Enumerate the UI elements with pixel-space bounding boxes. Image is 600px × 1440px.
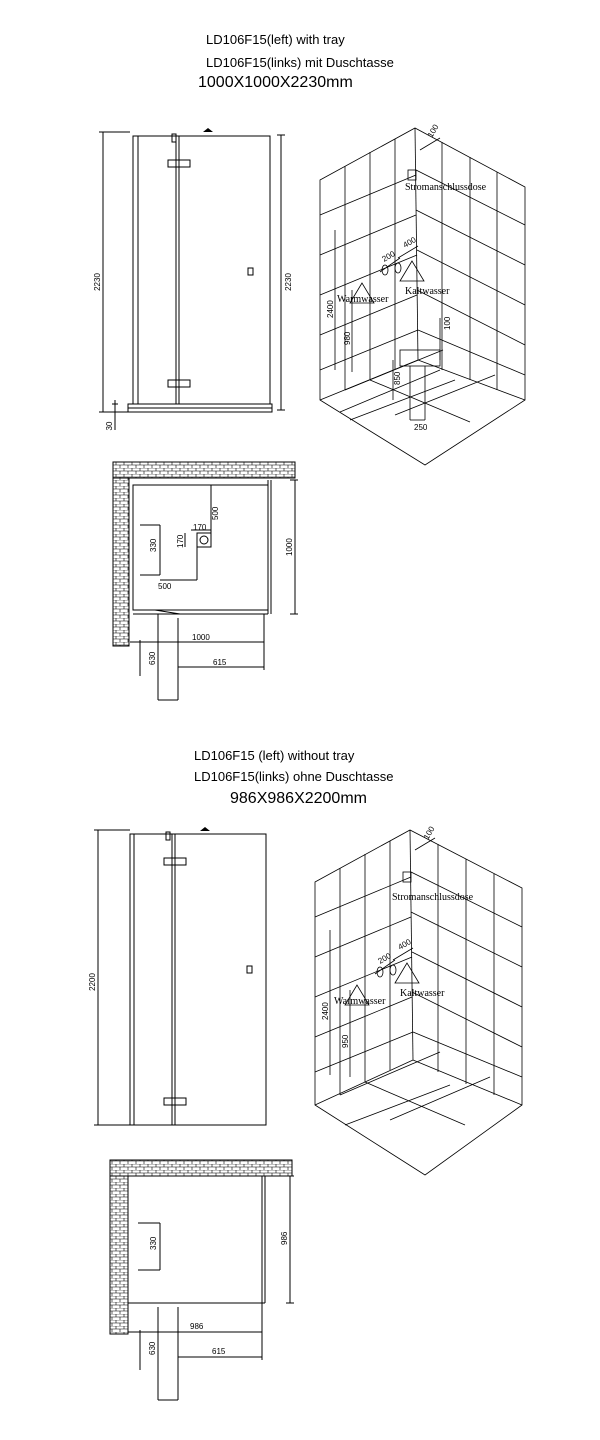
title-german: LD106F15(links) ohne Duschtasse [194, 769, 394, 784]
dim-980: 980 [343, 331, 352, 345]
dim-200: 200 [380, 249, 397, 264]
dim-1000-horizontal: 1000 [192, 633, 210, 642]
title-dimensions: 986X986X2200mm [230, 790, 367, 807]
label-power-socket: Stromanschlussdose [405, 182, 487, 193]
dim-330: 330 [149, 1236, 158, 1250]
title-english: LD106F15 (left) without tray [194, 748, 355, 763]
dim-615: 615 [213, 658, 227, 667]
dim-1000-vertical: 1000 [285, 538, 294, 556]
dim-615: 615 [212, 1347, 226, 1356]
title-german: LD106F15(links) mit Duschtasse [206, 55, 394, 70]
title-dimensions: 1000X1000X2230mm [198, 74, 353, 91]
plan-view-drawing [0, 720, 600, 1440]
dim-400: 400 [396, 937, 413, 952]
dim-500-vertical: 500 [211, 506, 220, 520]
dim-height-left: 2200 [88, 973, 97, 991]
dim-200: 200 [376, 951, 393, 966]
dim-100: 100 [443, 316, 452, 330]
dim-height-right: 2230 [284, 273, 293, 291]
dim-top-offset: 100 [425, 122, 441, 139]
dim-986-horizontal: 986 [190, 1322, 204, 1331]
dim-400: 400 [401, 235, 418, 250]
dim-170-top: 170 [193, 523, 207, 532]
dim-850: 850 [393, 371, 402, 385]
dim-250: 250 [414, 423, 428, 432]
dim-950: 950 [341, 1034, 350, 1048]
label-cold-water: Kaltwasser [400, 988, 445, 999]
dim-2400: 2400 [326, 300, 335, 318]
label-warm-water: Warmwasser [334, 996, 386, 1007]
dim-2400: 2400 [321, 1002, 330, 1020]
dim-height-left: 2230 [93, 273, 102, 291]
section-without-tray [0, 720, 600, 1440]
label-warm-water: Warmwasser [337, 294, 389, 305]
dim-986-vertical: 986 [280, 1231, 289, 1245]
dim-630: 630 [148, 1341, 157, 1355]
label-power-socket: Stromanschlussdose [392, 892, 474, 903]
label-cold-water: Kaltwasser [405, 286, 450, 297]
title-english: LD106F15(left) with tray [206, 32, 345, 47]
dim-top-offset: 100 [421, 824, 437, 841]
dim-330: 330 [149, 538, 158, 552]
dim-500-horizontal: 500 [158, 582, 172, 591]
dim-630: 630 [148, 651, 157, 665]
dim-170-side: 170 [176, 534, 185, 548]
dim-tray-height: 30 [105, 421, 114, 431]
